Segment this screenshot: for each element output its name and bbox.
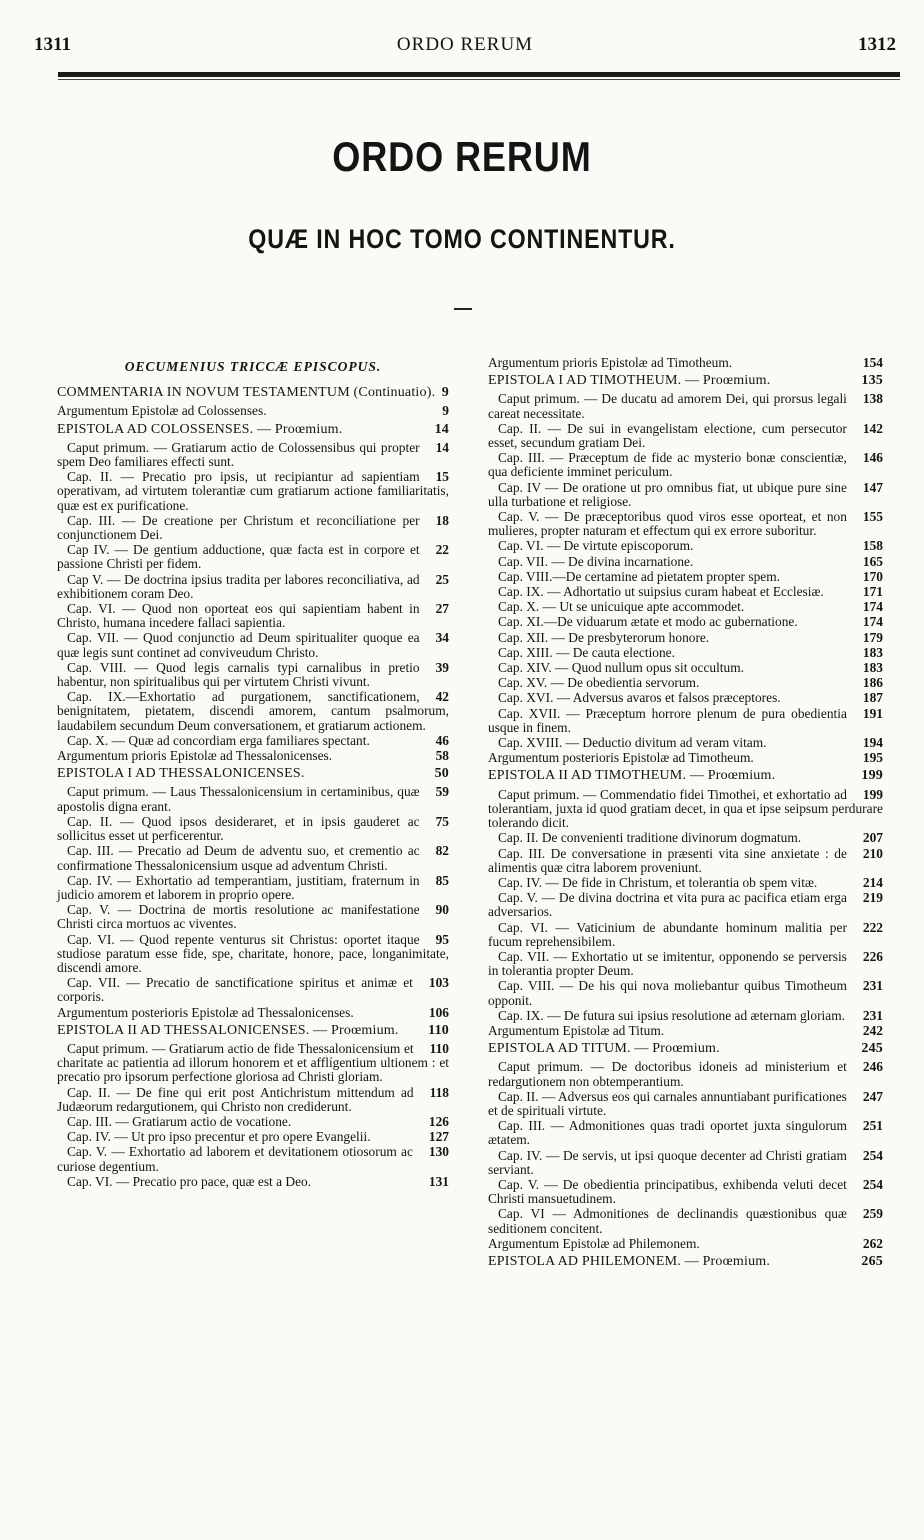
toc-page-number: 195 — [862, 750, 883, 766]
toc-page-number: 15 — [435, 469, 449, 485]
toc-entry-text: Cap. II. — Precatio pro ipsis, ut recipiantur ad sapientiam operativam, ad virtutem tolerantiæ cum gratiarum actione familiaritatis, quæ est ex purificatione. — [57, 469, 449, 513]
toc-entry-text: Argumentum Epistolæ ad Philemonem. — [488, 1235, 700, 1251]
toc-entry-text: Cap. VI. — Quod repente venturus sit Christus: oportet itaque studiose paratum esse fide, spe, charitate, honore, pace, longanimitate, discendi amore. — [57, 931, 449, 975]
toc-entry — [488, 356, 883, 370]
toc-page-number: 259 — [862, 1206, 883, 1222]
toc-page-number: 110 — [428, 1022, 449, 1038]
toc-entry-text: EPISTOLA I AD TIMOTHEUM. — Proœmium. — [488, 373, 771, 389]
toc-entry-text: Cap. VIII.—De certamine ad pietatem propter spem. — [498, 568, 780, 584]
toc-entry-text: Cap. VIII. — Quod legis carnalis typi carnalibus in pretio habentur, non spiritualibus qui per virtutem Christi vivunt. — [57, 659, 420, 690]
right-entry-list — [488, 356, 883, 1269]
running-title: ORDO RERUM — [396, 34, 534, 55]
toc-entry — [488, 585, 883, 599]
toc-entry — [488, 1207, 883, 1235]
toc-entry-text: Cap. XVIII. — Deductio divitum ad veram vitam. — [498, 735, 767, 751]
running-head — [34, 34, 896, 60]
toc-page-number: 142 — [862, 420, 883, 436]
toc-entry-text: Argumentum prioris Epistolæ ad Timotheum. — [488, 355, 733, 370]
toc-page-number: 25 — [435, 571, 449, 587]
toc-page-number: 247 — [862, 1088, 883, 1104]
toc-entry-text: Cap. VII. — Precatio de sanctificatione spiritus et animæ et corporis. — [57, 975, 413, 1005]
toc-entry-text: EPISTOLA AD PHILEMONEM. — Proœmium. — [488, 1253, 771, 1269]
toc-entry — [57, 1006, 449, 1020]
toc-page-number: 174 — [862, 599, 883, 615]
toc-page-number: 127 — [428, 1129, 449, 1145]
toc-entry — [488, 1042, 883, 1056]
toc-entry — [488, 1149, 883, 1177]
toc-entry — [488, 481, 883, 509]
toc-entry — [488, 691, 883, 705]
toc-entry-text: Cap. IX. — De futura sui ipsius resolutione ad æternam gloriam. — [498, 1007, 845, 1023]
toc-entry-text: Cap. III. — Precatio ad Deum de adventu suo, et crementio ac confirmatione Thessalonicensium usque ad adventum Christi. — [57, 843, 420, 873]
toc-entry — [488, 769, 883, 783]
toc-entry-text: Cap. V. — Doctrina de mortis resolutione ac manifestatione Christi circa mortuos ac viventes. — [57, 902, 420, 932]
toc-entry-text: EPISTOLA AD TITUM. — Proœmium. — [488, 1041, 720, 1057]
toc-entry — [488, 736, 883, 750]
toc-page-number: 170 — [862, 568, 883, 584]
toc-entry-text: Cap. X. — Quæ ad concordiam erga familiares spectant. — [67, 732, 370, 748]
toc-entry-text: Cap. X. — Ut se unicuique apte accommodet. — [498, 599, 745, 615]
toc-page-number: 246 — [862, 1059, 883, 1075]
toc-entry-text: Cap. VI. — Quod non oporteat eos qui sapientiam habent in Christo, humana incedere fallaci sapientia. — [57, 601, 420, 631]
toc-entry-text: Cap. XI.—De viduarum ætate et modo ac gubernatione. — [498, 614, 798, 630]
toc-entry-text: Cap. III. — Admonitiones quas tradi oportet juxta singulorum ætatem. — [488, 1118, 847, 1148]
toc-page-number: 9 — [441, 385, 449, 401]
toc-page-number: 82 — [435, 843, 449, 859]
toc-page-number: 85 — [435, 872, 449, 888]
toc-entry — [488, 661, 883, 675]
toc-entry-text: Cap. XII. — De presbyterorum honore. — [498, 629, 710, 645]
toc-entry — [57, 976, 449, 1004]
toc-entry-text: Cap. IV — De oratione ut pro omnibus fiat, ut ubique pure sine ulla turbatione et religiose. — [488, 479, 847, 509]
toc-entry-text: Cap. IV. — De servis, ut ipsi quoque decenter ad Christi gratiam serviant. — [488, 1147, 847, 1177]
toc-entry — [488, 751, 883, 765]
toc-page-number: 194 — [862, 735, 883, 751]
page-number-left: 1311 — [34, 34, 71, 55]
toc-page-number: 199 — [862, 786, 883, 802]
toc-page-number: 199 — [861, 768, 883, 784]
toc-entry — [57, 903, 449, 931]
toc-entry — [488, 539, 883, 553]
toc-page-number: 58 — [435, 748, 449, 764]
toc-entry — [57, 386, 449, 400]
page-title: ORDO RERUM — [332, 133, 592, 180]
author-heading: OECUMENIUS TRICCÆ EPISCOPUS. — [124, 359, 382, 374]
toc-page-number: 27 — [435, 601, 449, 617]
toc-entry — [488, 1255, 883, 1269]
toc-entry-text: Cap. V. — Exhortatio ad laborem et devitationem otiosorum ac curiose degentium. — [57, 1144, 413, 1174]
toc-entry-text: Cap. VIII. — De his qui nova moliebantur quibus Timotheum opponit. — [488, 978, 847, 1008]
toc-entry-text: Argumentum posterioris Epistolæ ad Thessalonicenses. — [57, 1004, 354, 1020]
toc-entry — [488, 510, 883, 538]
header-rule — [58, 72, 900, 77]
toc-entry — [488, 1009, 883, 1023]
toc-entry — [488, 831, 883, 845]
toc-page-number: 262 — [862, 1235, 883, 1251]
toc-entry — [57, 661, 449, 689]
toc-page-number: 106 — [428, 1004, 449, 1020]
toc-entry — [57, 874, 449, 902]
toc-page-number: 242 — [862, 1022, 883, 1038]
toc-page-number: 254 — [862, 1147, 883, 1163]
toc-entry-text: Caput primum. — Commendatio fidei Timothei, et exhortatio ad tolerantiam, juxta id quod gratiam decet, in qua et ipse seipsum perdurare tolerando dicit. — [488, 786, 883, 831]
toc-entry — [488, 374, 883, 388]
toc-entry-text: Cap. VI. — Precatio pro pace, quæ est a Deo. — [67, 1173, 312, 1189]
toc-page-number: 154 — [862, 355, 883, 370]
toc-page-number: 14 — [435, 439, 449, 455]
toc-entry-text: Cap IV. — De gentium adductione, quæ facta est in corpore et passione Christi per fidem. — [57, 542, 420, 572]
toc-page-number: 231 — [862, 978, 883, 994]
toc-page-number: 118 — [429, 1084, 449, 1100]
toc-page-number: 50 — [434, 766, 449, 782]
toc-entry-text: Cap. VII. — Exhortatio ut se imitentur, opponendo se perversis in tolerantia propter Deum. — [488, 948, 847, 979]
toc-page-number: 75 — [435, 813, 449, 829]
toc-page-number: 90 — [435, 902, 449, 918]
toc-page-number: 214 — [862, 874, 883, 890]
toc-entry — [57, 749, 449, 763]
toc-entry-text: Caput primum. — Laus Thessalonicensium in certaminibus, quæ apostolis digna erant. — [57, 784, 420, 814]
toc-page-number: 34 — [435, 630, 449, 646]
toc-entry — [488, 600, 883, 614]
toc-entry-text: Cap. VI. — Vaticinium de abundante hominum malitia per fucum reprehensibilem. — [488, 919, 847, 949]
toc-entry-text: Cap. VII. — Quod conjunctio ad Deum spiritualiter quoque ea quæ legis sunt continet ad conviveudum Christo. — [57, 630, 420, 660]
left-column — [57, 360, 449, 1190]
ornament-dash — [454, 308, 472, 310]
toc-entry — [488, 1119, 883, 1147]
toc-page-number: 183 — [862, 644, 883, 660]
toc-page-number: 131 — [428, 1173, 449, 1189]
toc-page-number: 110 — [429, 1040, 449, 1056]
toc-entry — [488, 1090, 883, 1118]
toc-entry-text: Cap. XVI. — Adversus avaros et falsos præceptores. — [498, 690, 781, 706]
toc-page-number: 219 — [862, 890, 883, 906]
toc-entry-text: Cap. XIII. — De cauta electione. — [498, 644, 675, 660]
left-entry-list — [57, 386, 449, 1189]
toc-entry-text: Argumentum Epistolæ ad Colossenses. — [57, 403, 267, 419]
toc-entry-text: Cap. IX. — Adhortatio ut suipsius curam habeat et Ecclesiæ. — [498, 584, 824, 600]
toc-page-number: 146 — [862, 450, 883, 466]
toc-entry-text: EPISTOLA AD COLOSSENSES. — Proœmium. — [57, 421, 343, 437]
toc-entry-text: Cap. VII. — De divina incarnatione. — [498, 553, 694, 569]
page-subtitle: QUÆ IN HOC TOMO CONTINENTUR. — [248, 224, 676, 254]
toc-page-number: 158 — [862, 538, 883, 554]
toc-entry-text: Cap. III. — Præceptum de fide ac mysterio bonæ conscientiæ, qua deficiente imminet periculum. — [488, 450, 847, 480]
toc-page-number: 42 — [435, 689, 449, 705]
toc-page-number: 9 — [442, 403, 449, 419]
toc-page-number: 174 — [862, 614, 883, 630]
toc-entry-text: Argumentum Epistolæ ad Titum. — [488, 1022, 665, 1038]
toc-entry-text: Cap. IX.—Exhortatio ad purgationem, sanctificationem, benignitatem, pietatem, discendi amorem, cantum psalmorum, laudabilem secundum Deum conversationem, et gratiarum actionem. — [57, 689, 449, 733]
toc-entry-text: Cap. II. — Quod ipsos desideraret, et in ipsis gauderet ac sollicitus esset ut perficerentur. — [57, 813, 420, 844]
toc-entry-text: Caput primum. — De doctoribus idoneis ad ministerium et redargutionem non obtemperantium. — [488, 1059, 847, 1089]
toc-page-number: 210 — [862, 845, 883, 861]
toc-page-number: 187 — [862, 690, 883, 706]
toc-entry-text: EPISTOLA I AD THESSALONICENSES. — [57, 766, 305, 782]
toc-page-number: 231 — [862, 1007, 883, 1023]
toc-entry — [57, 1115, 449, 1129]
toc-entry — [488, 646, 883, 660]
header-rule-thin — [58, 79, 900, 80]
toc-entry — [57, 631, 449, 659]
toc-entry — [488, 979, 883, 1007]
toc-entry-text: Argumentum prioris Epistolæ ad Thessalonicenses. — [57, 748, 333, 764]
toc-page-number: 251 — [862, 1118, 883, 1134]
toc-page-number: 183 — [862, 660, 883, 676]
toc-entry-text: Cap. IV. — De fide in Christum, et tolerantia ob spem vitæ. — [498, 874, 818, 890]
toc-entry-text: COMMENTARIA IN NOVUM TESTAMENTUM (Continuatio). — [57, 385, 436, 401]
toc-entry-text: Cap. XV. — De obedientia servorum. — [498, 675, 700, 691]
toc-entry — [488, 876, 883, 890]
toc-page-number: 18 — [435, 512, 449, 528]
toc-page-number: 135 — [861, 373, 883, 389]
toc-entry — [57, 734, 449, 748]
toc-page-number: 207 — [862, 830, 883, 846]
toc-entry — [57, 767, 449, 781]
toc-entry — [488, 950, 883, 978]
toc-entry-text: Caput primum. — Gratiarum actio de fide Thessalonicensium et charitate ac patientia ad illorum honorem et et afflígentium ultionem : et precatio pro ipsorum perfectione gloriosa ad Christi gloriam. — [57, 1040, 449, 1085]
toc-entry-text: Argumentum posterioris Epistolæ ad Timotheum. — [488, 750, 754, 766]
toc-entry-text: Cap. V. — De divina doctrina et vita pura ac pacifica etiam erga adversarios. — [488, 890, 847, 920]
toc-entry — [57, 1145, 449, 1173]
toc-entry-text: Cap V. — De doctrina ipsius tradita per labores reconciliativa, ad exhibitionem coram Deo. — [57, 571, 420, 601]
toc-entry-text: Cap. V. — De obedientia principatibus, exhibenda veluti decet Christi mansuetudinem. — [488, 1176, 847, 1207]
toc-entry — [57, 690, 449, 733]
toc-page-number: 22 — [435, 542, 449, 558]
toc-entry — [57, 423, 449, 437]
toc-entry — [57, 815, 449, 843]
toc-entry — [488, 570, 883, 584]
toc-entry-text: Cap. V. — De præceptoribus quod viros esse oporteat, et non mulieres, propter naturam et effectum qui ex errore suboritur. — [488, 509, 847, 539]
toc-entry-text: EPISTOLA II AD THESSALONICENSES. — Proœmium. — [57, 1022, 399, 1038]
toc-entry — [57, 785, 449, 813]
toc-entry-text: Cap. II. De convenienti traditione divinorum dogmatum. — [498, 830, 802, 846]
toc-page-number: 179 — [862, 629, 883, 645]
right-column — [488, 356, 883, 1273]
toc-entry — [488, 1060, 883, 1088]
toc-entry-text: Cap. XVII. — Præceptum horrore plenum de pura obedientia usque in finem. — [488, 705, 847, 735]
toc-entry-text: Caput primum. — De ducatu ad amorem Dei, qui prorsus legali careat necessitate. — [488, 391, 847, 421]
toc-page-number: 126 — [428, 1113, 449, 1129]
toc-page-number: 186 — [862, 675, 883, 691]
toc-entry — [488, 891, 883, 919]
toc-page-number: 46 — [435, 732, 449, 748]
toc-page-number: 254 — [862, 1176, 883, 1192]
toc-page-number: 14 — [434, 421, 449, 437]
toc-entry — [57, 1175, 449, 1189]
toc-page-number: 191 — [862, 705, 883, 721]
toc-entry — [488, 422, 883, 450]
toc-entry — [57, 602, 449, 630]
toc-entry — [57, 470, 449, 513]
toc-page-number: 138 — [862, 391, 883, 407]
toc-page-number: 245 — [861, 1041, 883, 1057]
toc-page-number: 103 — [428, 975, 449, 991]
toc-entry — [488, 451, 883, 479]
toc-page-number: 165 — [862, 553, 883, 569]
page-number-right: 1312 — [858, 34, 896, 55]
toc-entry — [488, 847, 883, 875]
toc-entry-text: Cap. VI — Admonitiones de declinandis quæstionibus quæ seditionem concitent. — [488, 1206, 847, 1236]
toc-entry-text: Cap. III. — De creatione per Christum et reconciliatione per conjunctionem Dei. — [57, 512, 420, 543]
toc-page-number: 147 — [862, 479, 883, 495]
toc-entry — [488, 1237, 883, 1251]
toc-entry-text: Caput primum. — Gratiarum actio de Colossensibus qui propter spem Deo familiares effecti sunt. — [57, 439, 420, 470]
toc-entry — [57, 1086, 449, 1114]
toc-entry — [488, 1024, 883, 1038]
toc-page-number: 155 — [862, 509, 883, 525]
toc-page-number: 226 — [862, 948, 883, 964]
toc-entry-text: Cap. II. — De fine qui erit post Antichristum mittendum ad Judæorum redargutionem, qui Christo non crediderunt. — [57, 1084, 414, 1114]
toc-entry — [488, 555, 883, 569]
toc-entry — [488, 788, 883, 831]
toc-entry-text: Cap. II. — De sui in evangelistam electione, cum persecutor esset, secundum gratiam Dei. — [488, 420, 847, 451]
toc-entry — [57, 933, 449, 976]
toc-page-number: 39 — [435, 659, 449, 675]
toc-entry — [57, 844, 449, 872]
toc-entry-text: Cap. III. De conversatione in præsenti vita sine anxietate : de alimentis quæ citra laborem proveniunt. — [488, 845, 847, 875]
toc-page-number: 95 — [435, 931, 449, 947]
toc-page-number: 59 — [435, 784, 449, 800]
toc-entry-text: Cap. II. — Adversus eos qui carnales annuntiabant purificationes et de spirituali virtute. — [488, 1088, 847, 1118]
toc-entry — [488, 707, 883, 735]
toc-entry — [488, 1178, 883, 1206]
toc-entry — [57, 573, 449, 601]
toc-entry — [57, 441, 449, 469]
toc-entry — [488, 676, 883, 690]
toc-page-number: 171 — [862, 584, 883, 600]
toc-entry — [57, 1042, 449, 1085]
toc-page-number: 222 — [862, 919, 883, 935]
toc-entry — [488, 615, 883, 629]
toc-entry — [57, 1130, 449, 1144]
toc-entry — [57, 543, 449, 571]
toc-page-number: 265 — [861, 1253, 883, 1269]
toc-entry-text: Cap. IV. — Exhortatio ad temperantiam, justitiam, fraternum in judicio amorem et laborem in proprio opere. — [57, 872, 420, 902]
toc-entry — [57, 404, 449, 418]
toc-entry-text: Cap. III. — Gratiarum actio de vocatione. — [67, 1113, 292, 1129]
toc-entry — [57, 514, 449, 542]
toc-entry-text: Cap. IV. — Ut pro ipso precentur et pro opere Evangelii. — [67, 1129, 371, 1145]
toc-entry-text: EPISTOLA II AD TIMOTHEUM. — Proœmium. — [488, 768, 776, 784]
toc-entry-text: Cap. XIV. — Quod nullum opus sit occultum. — [498, 660, 744, 676]
toc-entry-text: Cap. VI. — De virtute episcoporum. — [498, 538, 694, 554]
toc-entry — [57, 1024, 449, 1038]
toc-page-number: 130 — [428, 1144, 449, 1160]
toc-entry — [488, 392, 883, 420]
toc-entry — [488, 631, 883, 645]
toc-entry — [488, 921, 883, 949]
